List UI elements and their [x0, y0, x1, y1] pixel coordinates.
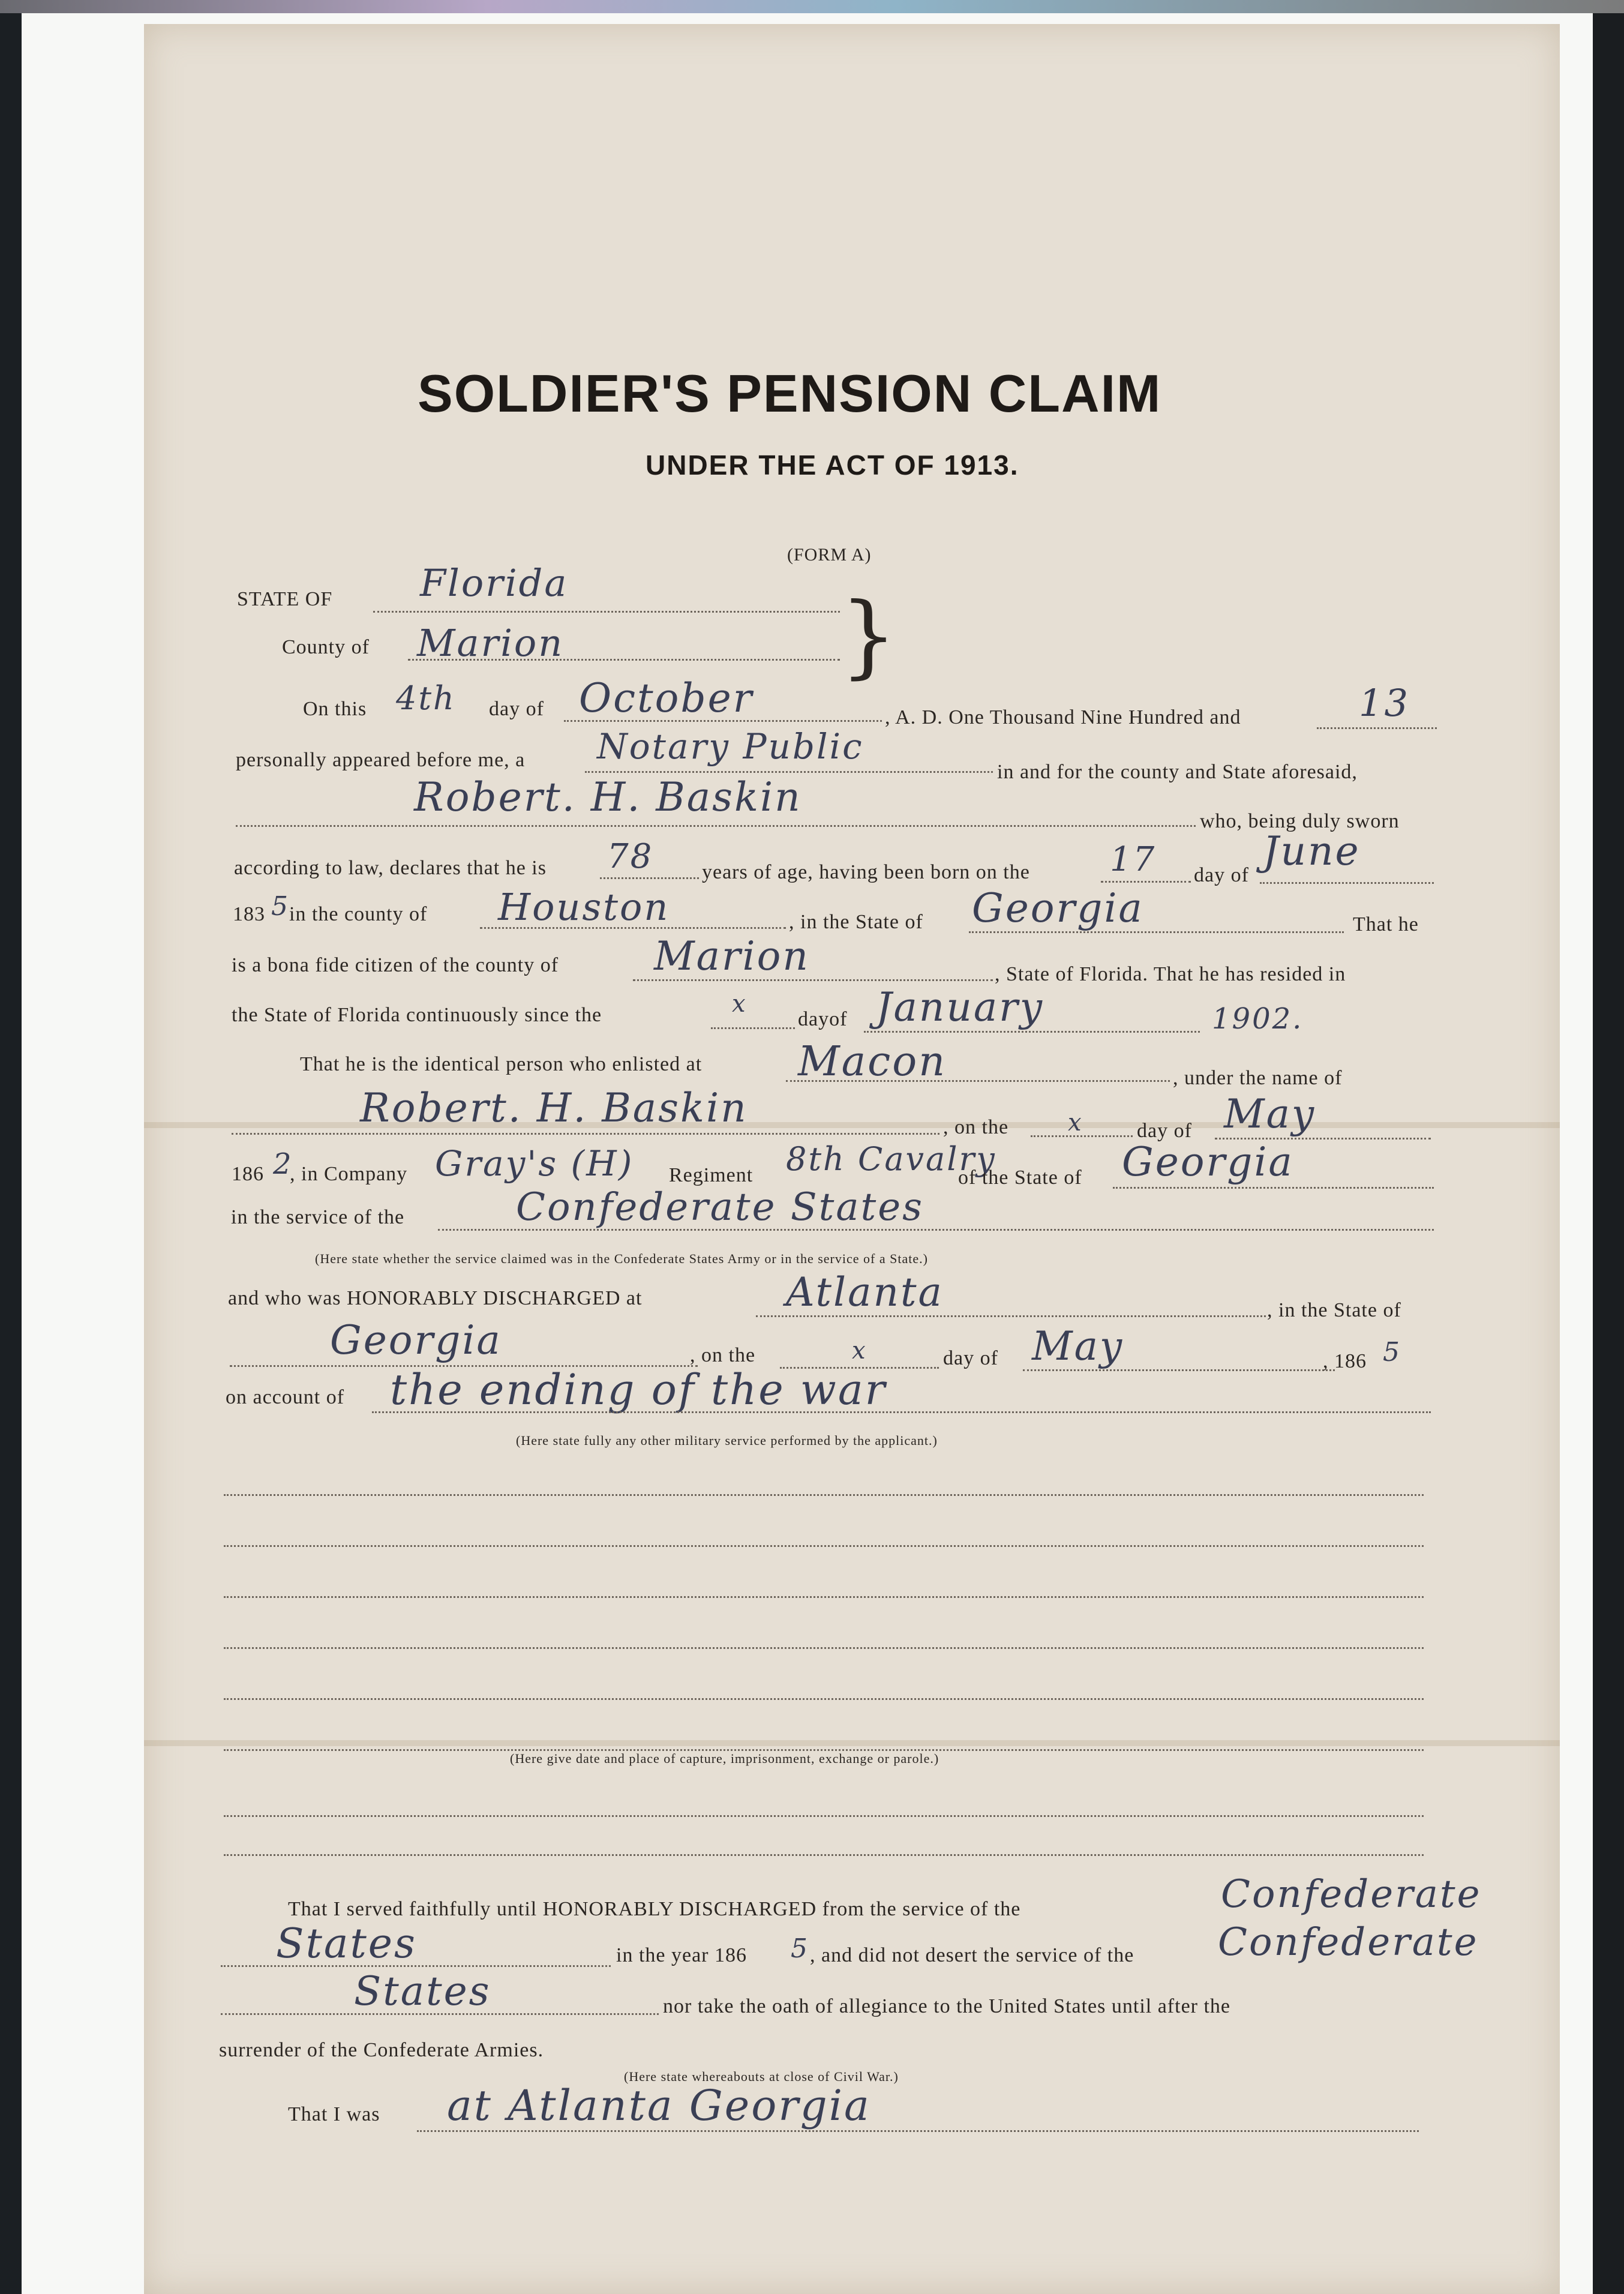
discharge-month-line: [1023, 1369, 1335, 1371]
regiment-state-value: Georgia: [1122, 1139, 1294, 1185]
text-did-not-desert: , and did not desert the service of the: [810, 1944, 1134, 1966]
enlist-year-digit: 2: [273, 1147, 293, 1181]
age-value: 78: [607, 837, 654, 876]
applicant-name-value: Robert. H. Baskin: [414, 774, 802, 820]
born-day-value: 17: [1110, 840, 1157, 879]
since-month-line: [864, 1031, 1200, 1033]
text-in-and-for: in and for the county and State aforesaid,: [997, 761, 1358, 783]
since-day-value: x: [732, 990, 748, 1018]
text-year-prefix-3: , 186: [1323, 1350, 1367, 1372]
blank-line: [224, 1815, 1424, 1817]
note-capture: (Here give date and place of capture, imprisonment, exchange or parole.): [510, 1751, 939, 1766]
text-appeared: personally appeared before me, a: [236, 749, 526, 771]
month-value: October: [579, 675, 754, 721]
discharge-year-digit: 5: [1383, 1337, 1401, 1368]
text-in-company: , in Company: [290, 1163, 408, 1185]
served-year-digit: 5: [791, 1933, 809, 1964]
born-year-digit: 5: [271, 891, 290, 922]
enlisted-place-line: [786, 1080, 1170, 1082]
name-line: [236, 825, 1196, 827]
whereabouts-value: at Atlanta Georgia: [447, 2081, 871, 2130]
text-under-name: , under the name of: [1173, 1067, 1343, 1089]
desert-value-a: Confederate: [1218, 1920, 1479, 1965]
officer-line: [585, 771, 993, 773]
text-in-county-of: in the county of: [289, 903, 428, 925]
note-whereabouts: (Here state whereabouts at close of Civil War.): [624, 2069, 899, 2084]
year-value: 13: [1359, 681, 1410, 725]
reason-line: [372, 1411, 1431, 1413]
desert-line: [221, 2013, 659, 2015]
discharge-state-value: Georgia: [330, 1317, 502, 1363]
text-day-of: day of: [489, 698, 544, 720]
desert-value-b: States: [354, 1968, 491, 2014]
text-that-i-was: That I was: [288, 2103, 380, 2125]
text-nor-oath: nor take the oath of allegiance to the United States until after the: [663, 1995, 1231, 2017]
blank-line: [224, 1854, 1424, 1856]
born-county-line: [480, 927, 786, 929]
citizen-county-value: Marion: [654, 933, 810, 979]
served-line: [221, 1965, 611, 1967]
born-month-value: June: [1263, 828, 1361, 874]
county-value: Marion: [417, 621, 565, 665]
text-in-service: in the service of the: [231, 1206, 405, 1228]
scan-top-strip: [0, 0, 1624, 13]
born-month-line: [1260, 882, 1434, 884]
served-value-a: Confederate: [1221, 1872, 1482, 1917]
text-continuously: the State of Florida continuously since the: [232, 1004, 602, 1026]
blank-line: [224, 1596, 1424, 1598]
blank-line: [224, 1545, 1424, 1547]
text-years-of-age: years of age, having been born on the: [702, 861, 1030, 883]
text-day-of-2: day of: [1194, 864, 1249, 886]
service-line: [438, 1229, 1434, 1231]
text-identical: That he is the identical person who enlisted at: [300, 1053, 703, 1075]
born-state-line: [969, 931, 1344, 933]
text-discharged: and who was HONORABLY DISCHARGED at: [228, 1287, 643, 1309]
text-that-he: That he: [1353, 913, 1419, 935]
paper-fold-line: [144, 1740, 1560, 1746]
text-according: according to law, declares that he is: [234, 857, 547, 879]
state-of-label: STATE OF: [237, 588, 333, 610]
enlisted-name-value: Robert. H. Baskin: [360, 1085, 748, 1131]
enlist-month-value: May: [1224, 1091, 1316, 1137]
regiment-state-line: [1113, 1187, 1434, 1189]
regiment-value: 8th Cavalry: [786, 1140, 996, 1178]
blank-line: [224, 1647, 1424, 1649]
discharge-place-value: Atlanta: [786, 1269, 944, 1315]
text-in-state-of: , in the State of: [789, 911, 923, 933]
service-value: Confederate States: [516, 1185, 924, 1230]
text-ad-year: , A. D. One Thousand Nine Hundred and: [885, 706, 1241, 728]
day-value: 4th: [396, 679, 456, 717]
form-label: (FORM A): [787, 545, 872, 565]
year-line: [1317, 727, 1437, 729]
text-in-state-of-2: , in the State of: [1267, 1299, 1401, 1321]
enlist-day-line: [1031, 1135, 1133, 1137]
note-service-type: (Here state whether the service claimed was in the Confederate States Army or in the service of a State.): [315, 1251, 928, 1266]
officer-value: Notary Public: [597, 726, 864, 767]
county-of-label: County of: [282, 636, 370, 658]
text-year-prefix-2: 186: [232, 1163, 264, 1185]
state-line: [373, 611, 840, 613]
born-day-line: [1101, 881, 1191, 883]
text-who-being: who, being duly sworn: [1200, 810, 1400, 832]
state-value: Florida: [420, 561, 569, 605]
served-value-b: States: [276, 1920, 417, 1968]
born-county-value: Houston: [498, 885, 670, 929]
discharge-day-value: x: [852, 1337, 867, 1365]
blank-line: [224, 1494, 1424, 1496]
age-line: [600, 877, 699, 879]
text-in-year: in the year 186: [616, 1944, 747, 1966]
citizen-county-line: [633, 979, 993, 981]
whereabouts-line: [417, 2130, 1419, 2132]
text-dayof: dayof: [798, 1008, 848, 1030]
discharge-place-line: [756, 1315, 1266, 1317]
blank-line: [224, 1698, 1424, 1700]
enlist-day-value: x: [1068, 1109, 1083, 1136]
scan-right-border: [1593, 13, 1624, 2294]
form-subtitle: UNDER THE ACT OF 1913.: [646, 449, 1019, 481]
since-day-line: [711, 1027, 795, 1029]
text-on-the-2: , on the: [690, 1344, 756, 1366]
text-bona-fide: is a bona fide citizen of the county of: [232, 954, 559, 976]
text-on-the: , on the: [943, 1116, 1009, 1138]
born-state-value: Georgia: [972, 885, 1144, 931]
text-state-florida: , State of Florida. That he has resided in: [995, 963, 1346, 985]
form-title: SOLDIER'S PENSION CLAIM: [418, 364, 1162, 423]
text-of-state-of: of the State of: [958, 1167, 1082, 1189]
text-day-of-4: day of: [943, 1347, 998, 1369]
text-regiment: Regiment: [669, 1164, 754, 1186]
since-month-value: January: [876, 984, 1044, 1030]
enlisted-place-value: Macon: [798, 1038, 947, 1085]
text-year-prefix: 183: [233, 903, 265, 925]
note-other-service: (Here state fully any other military service performed by the applicant.): [516, 1433, 938, 1448]
since-year-value: 1902.: [1212, 1002, 1304, 1036]
month-line: [564, 720, 882, 722]
scan-left-border: [0, 13, 22, 2294]
discharge-reason-value: the ending of the war: [390, 1365, 887, 1414]
text-day-of-3: day of: [1137, 1120, 1192, 1142]
paper-fold-line: [144, 1122, 1560, 1128]
enlisted-name-line: [232, 1133, 939, 1135]
text-served: That I served faithfully until HONORABLY DISCHARGED from the service of the: [288, 1898, 1021, 1920]
text-on-this: On this: [303, 698, 367, 720]
company-value: Gray's (H): [435, 1143, 634, 1184]
text-surrender: surrender of the Confederate Armies.: [219, 2039, 544, 2061]
discharge-month-value: May: [1032, 1323, 1124, 1369]
brace: }: [840, 584, 897, 688]
text-on-account: on account of: [226, 1386, 345, 1408]
